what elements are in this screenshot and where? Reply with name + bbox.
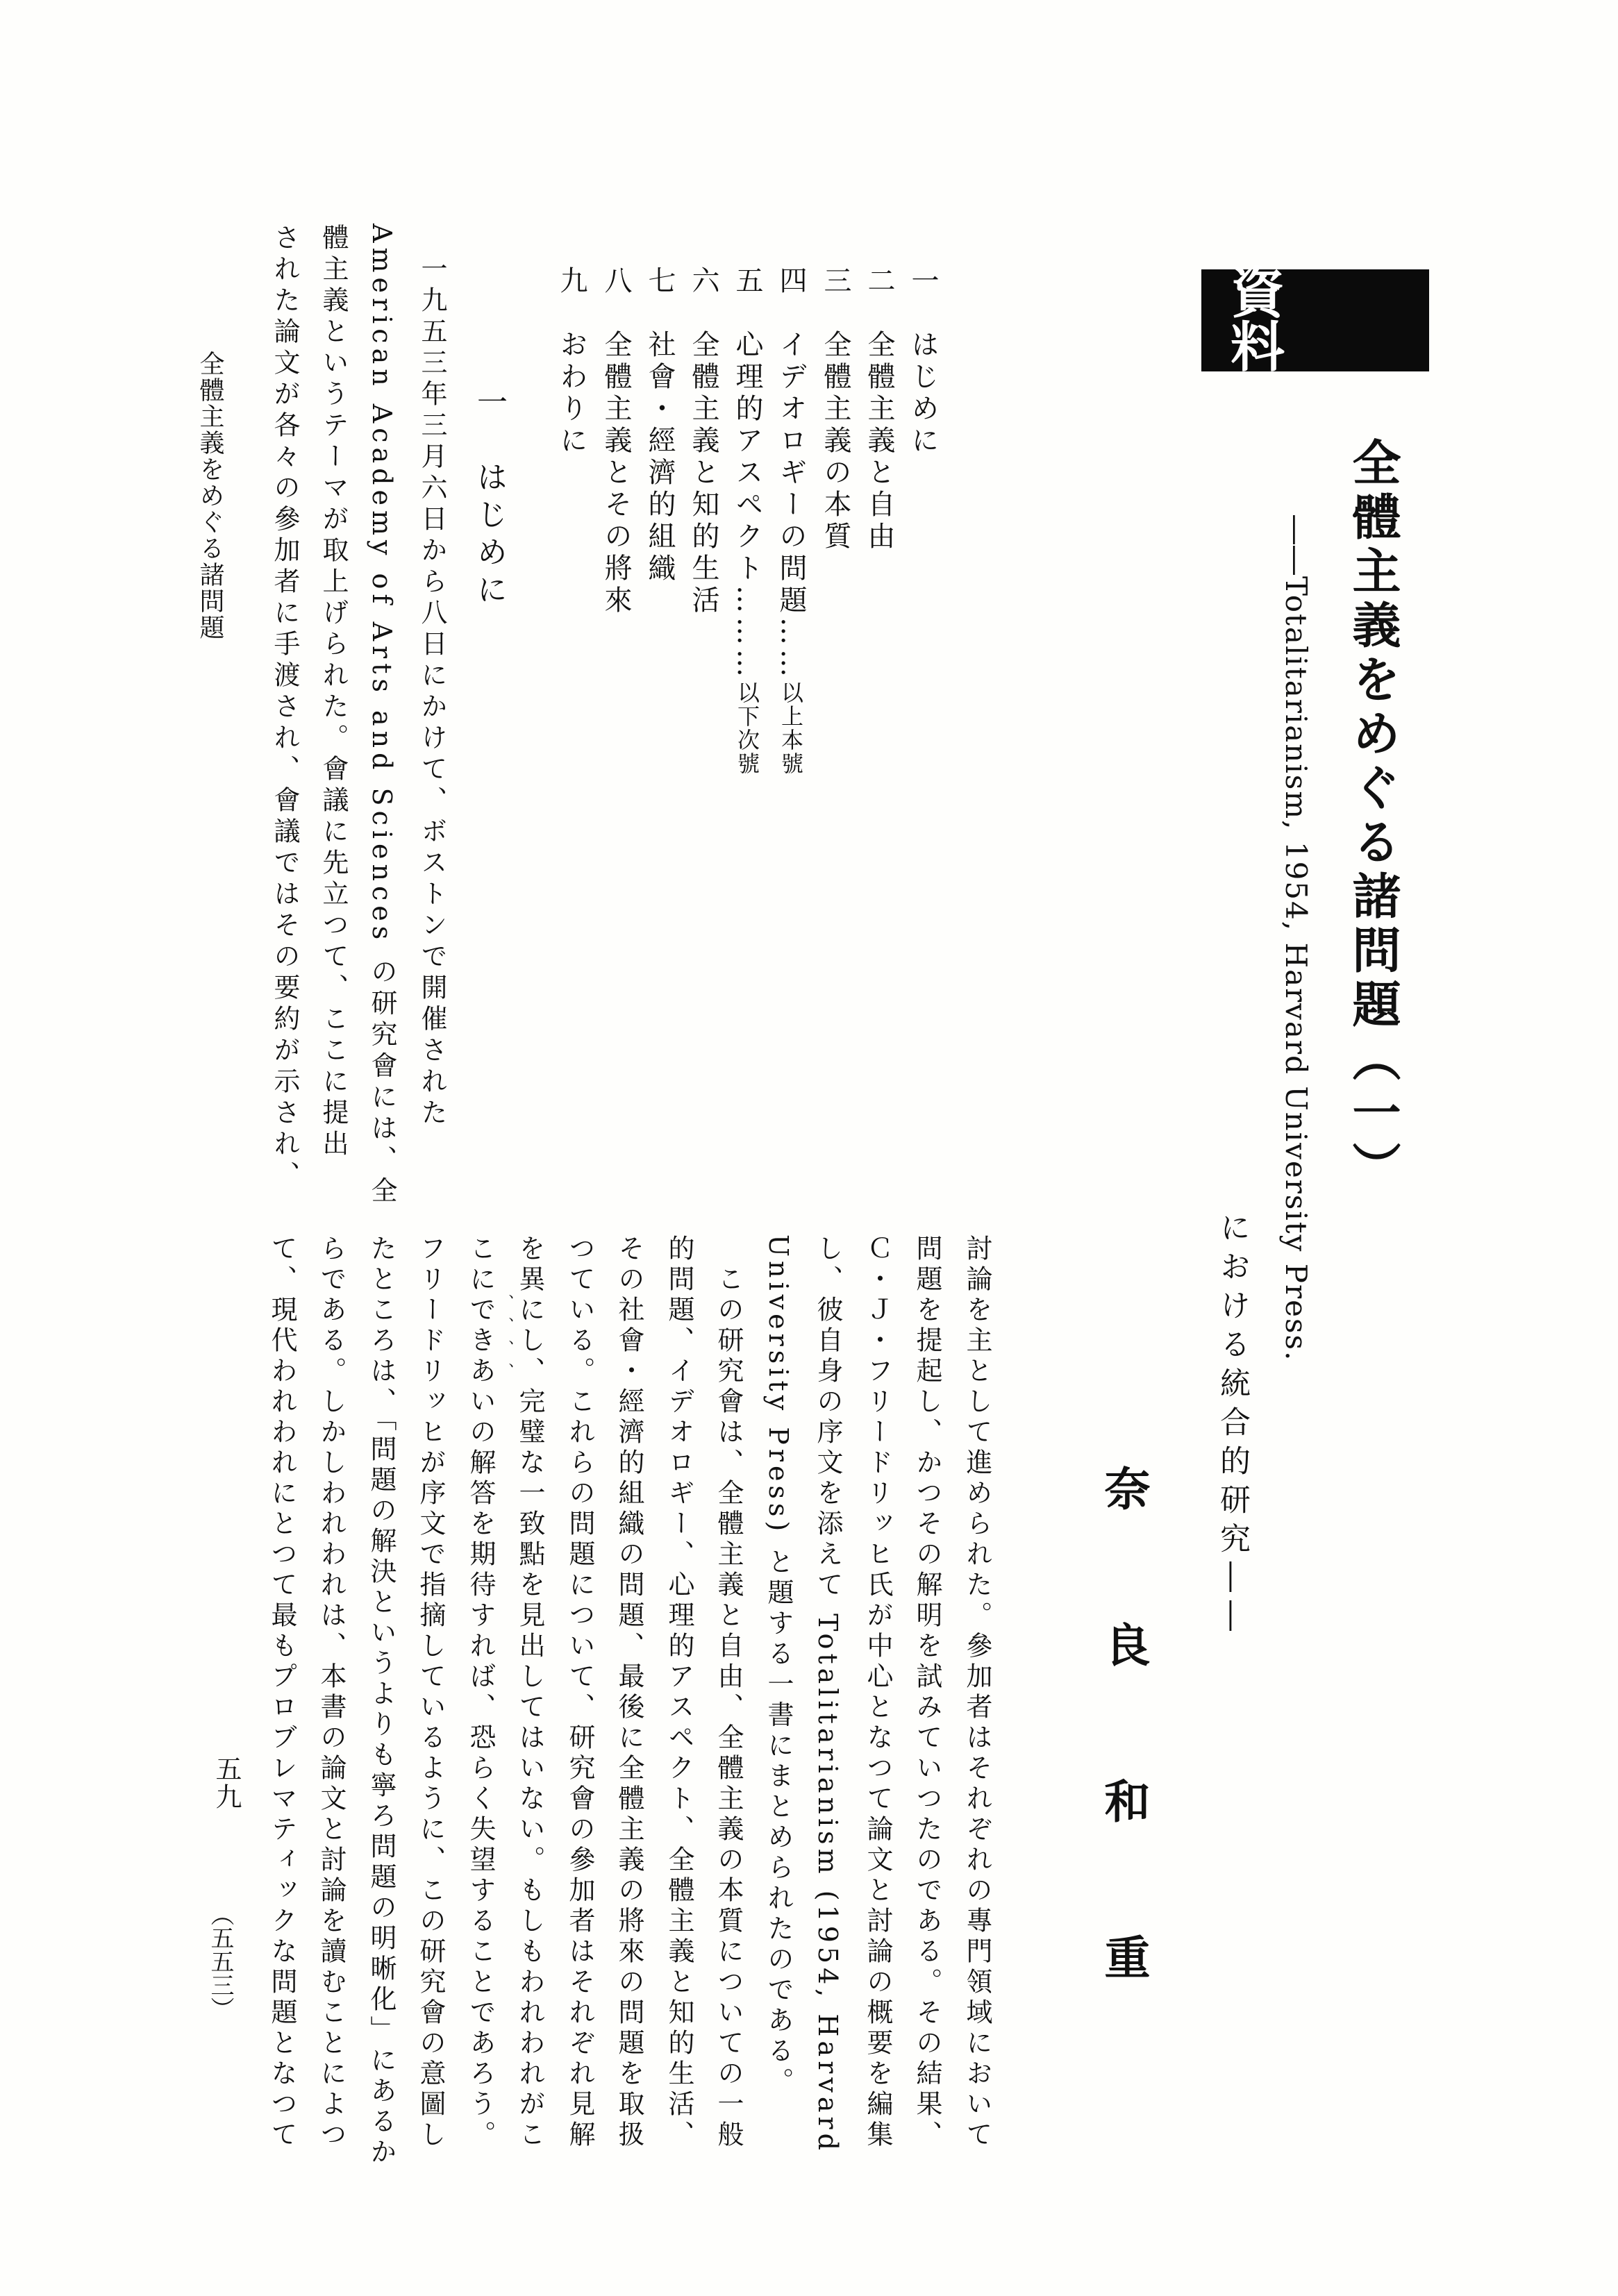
body-column: 的問題、イデオロギー、心理的アスペクト、全體主義と知的生活、 [664, 1234, 694, 2151]
body-column: フリードリッヒが序文で指摘しているように、この研究會の意圖し [415, 1234, 446, 2151]
toc-item-note: 以下次號 [734, 681, 760, 776]
intro-column: American Academy of Arts and Sciences の研究會には、全 [367, 224, 397, 1208]
article-subtitle-japanese: における統合的研究―― [1215, 1212, 1250, 1639]
section-heading: 一 はじめに [472, 386, 507, 611]
toc-item: 一 はじめに [907, 266, 939, 458]
body-column: 問題を提起し、かつその解明を試みていつたのである。その結果、 [912, 1234, 942, 2151]
cumulative-page-number: （五五三） [206, 1902, 234, 2020]
author-name: 奈良和重 [1096, 1465, 1151, 2090]
body-column: 討論を主として進められた。參加者はそれぞれの專門領域において [962, 1234, 992, 2151]
body-column: その社會・經濟的組織の問題、最後に全體主義の將來の問題を取扱 [614, 1234, 644, 2151]
body-column: こにできあいの解答を期待すれば、恐らく失望することであろう。 [465, 1234, 496, 2151]
intro-column: された論文が各々の參加者に手渡され、會議ではその要約が示され、 [269, 224, 300, 1192]
intro-column: 體主義というテーマが取上げられた。會議に先立つて、ここに提出 [318, 224, 349, 1161]
running-title: 全體主義をめぐる諸問題 [196, 351, 224, 641]
body-column: Ｃ・Ｊ・フリードリッヒ氏が中心となつて論文と討論の概要を編集 [862, 1234, 893, 2151]
toc-item: 六 全體主義と知的生活 [687, 266, 719, 617]
page-number: 五九 [211, 1755, 242, 1811]
article-title: 全體主義をめぐる諸問題（一） [1344, 437, 1402, 1196]
body-column: て、現代われわれにとつて最もプロブレマティックな問題となつて [267, 1234, 297, 2151]
body-column: らである。しかしわれわれは、本書の論文と討論を讀むことによつ [316, 1234, 347, 2151]
toc-item: 八 全體主義とその將來 [600, 266, 632, 617]
category-label: 資料 [1231, 261, 1345, 379]
toc-item: 七 社會・經濟的組織 [644, 266, 676, 585]
intro-column: 一九五三年三月六日から八日にかけて、ボストンで開催された [417, 224, 447, 1130]
toc-item: 九 おわりに [556, 266, 587, 458]
toc-item-note: 以上本號 [778, 681, 804, 776]
toc-item: 三 全體主義の本質 [819, 266, 851, 553]
toc-item: 二 全體主義と自由 [863, 266, 895, 553]
body-column: この研究會は、全體主義と自由、全體主義の本質についての一般 [713, 1234, 744, 2151]
body-column: つている。これらの問題について、研究會の參加者はそれぞれ見解 [565, 1234, 595, 2151]
body-column: University Press) と題する一書にまとめられたのである。 [763, 1234, 794, 2098]
body-column: たところは、「問題の解決というよりも寧ろ問題の明晰化」にあるか [366, 1234, 397, 2168]
article-subtitle-english: ――Totalitarianism, 1954, Harvard University Press. [1279, 515, 1313, 1362]
body-column: を異にし、完璧な一致點を見出してはいない。もしもわれわれがこ [515, 1234, 545, 2151]
toc-item: 五 心理的アスペクト………以下次號 [731, 266, 763, 776]
body-column: し、彼自身の序文を添えて Totalitarianism (1954, Harvard [812, 1234, 843, 2154]
emphasis-dots: 、、、、 [497, 1294, 514, 1393]
toc-item: 四 イデオロギーの問題……以上本號 [775, 266, 807, 776]
